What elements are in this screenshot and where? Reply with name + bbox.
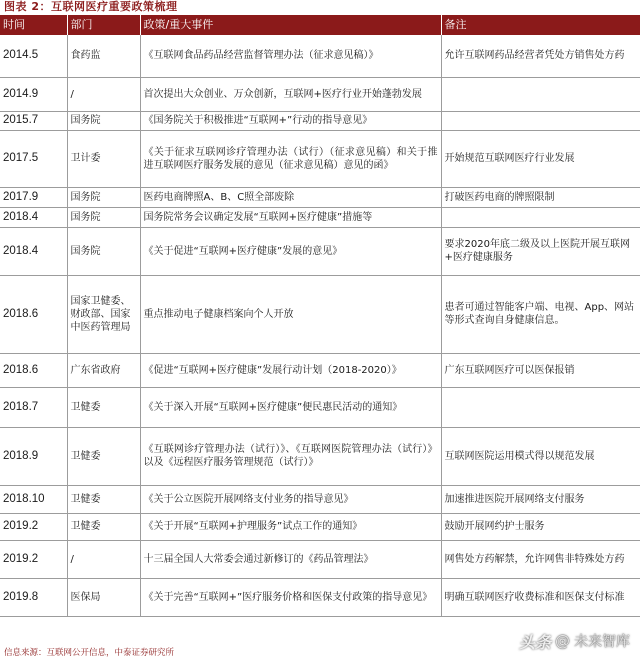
cell-time: 2014.5: [0, 35, 67, 77]
cell-time: 2018.10: [0, 485, 67, 513]
table-row: [0, 387, 640, 427]
cell-dept: 医保局: [67, 578, 140, 616]
cell-note: 打破医药电商的牌照限制: [441, 187, 640, 207]
cell-event: 《促进“互联网+医疗健康”发展行动计划（2018-2020）》: [140, 353, 441, 387]
cell-time: 2017.9: [0, 187, 67, 207]
cell-time: 2019.2: [0, 513, 67, 540]
cell-event: 《关于征求互联网诊疗管理办法（试行）（征求意见稿）和关于推进互联网医疗服务发展的意见（征求意见稿）意见的函》: [140, 130, 441, 187]
cell-dept: 卫健委: [67, 427, 140, 485]
cell-time: 2015.7: [0, 111, 67, 130]
cell-dept: /: [67, 77, 140, 111]
cell-event: 《关于公立医院开展网络支付业务的指导意见》: [140, 485, 441, 513]
table-caption: 图表 2：互联网医疗重要政策梳理: [4, 0, 178, 13]
cell-dept: 国家卫健委、财政部、国家中医药管理局: [67, 275, 140, 353]
cell-event: 重点推动电子健康档案向个人开放: [140, 275, 441, 353]
cell-dept: 国务院: [67, 111, 140, 130]
cell-dept: 国务院: [67, 207, 140, 227]
table-row: [0, 227, 640, 275]
cell-time: 2019.2: [0, 540, 67, 578]
cell-note: 开始规范互联网医疗行业发展: [441, 130, 640, 187]
table-row: [0, 111, 640, 130]
watermark: [519, 628, 630, 654]
table-row: [0, 513, 640, 540]
cell-time: 2014.9: [0, 77, 67, 111]
cell-dept: 国务院: [67, 227, 140, 275]
cell-note: 互联网医院运用模式得以规范发展: [441, 427, 640, 485]
cell-dept: 食药监: [67, 35, 140, 77]
table-row: [0, 540, 640, 578]
cell-time: 2018.4: [0, 227, 67, 275]
cell-note: 明确互联网医疗收费标准和医保支付标准: [441, 578, 640, 616]
cell-note: [441, 77, 640, 111]
cell-note: 允许互联网药品经营者凭处方销售处方药: [441, 35, 640, 77]
cell-note: 网售处方药解禁，允许网售非特殊处方药: [441, 540, 640, 578]
cell-event: 《关于完善“互联网+”医疗服务价格和医保支付政策的指导意见》: [140, 578, 441, 616]
cell-event: 十三届全国人大常委会通过新修订的《药品管理法》: [140, 540, 441, 578]
table-row: [0, 207, 640, 227]
cell-time: 2017.5: [0, 130, 67, 187]
table-row: [0, 485, 640, 513]
cell-note: 鼓励开展网约护士服务: [441, 513, 640, 540]
table-row: [0, 35, 640, 77]
cell-event: 首次提出大众创业、万众创新，互联网+医疗行业开始蓬勃发展: [140, 77, 441, 111]
cell-dept: /: [67, 540, 140, 578]
cell-time: 2018.6: [0, 275, 67, 353]
cell-dept: 卫健委: [67, 387, 140, 427]
cell-time: 2018.4: [0, 207, 67, 227]
cell-time: 2019.8: [0, 578, 67, 616]
cell-dept: 国务院: [67, 187, 140, 207]
at-icon: @: [555, 632, 570, 650]
cell-time: 2018.9: [0, 427, 67, 485]
source-note: 信息来源：互联网公开信息，中泰证券研究所: [4, 648, 175, 658]
table-header-row: [0, 15, 640, 35]
cell-event: 《互联网诊疗管理办法（试行）》、《互联网医院管理办法（试行）》以及《远程医疗服务管理规范（试行）》: [140, 427, 441, 485]
cell-dept: 卫健委: [67, 513, 140, 540]
table-row: [0, 275, 640, 353]
header-dept: 部门: [67, 15, 140, 35]
cell-event: 国务院常务会议确定发展“互联网+医疗健康”措施等: [140, 207, 441, 227]
header-event: 政策/重大事件: [140, 15, 441, 35]
header-note: 备注: [441, 15, 640, 35]
table-row: [0, 77, 640, 111]
cell-event: 《关于深入开展“互联网+医疗健康”便民惠民活动的通知》: [140, 387, 441, 427]
table-row: [0, 353, 640, 387]
cell-event: 《互联网食品药品经营监督管理办法（征求意见稿）》: [140, 35, 441, 77]
header-time: 时间: [0, 15, 67, 35]
policy-table: [0, 15, 640, 617]
cell-dept: 广东省政府: [67, 353, 140, 387]
cell-note: [441, 111, 640, 130]
table-row: [0, 427, 640, 485]
cell-event: 《国务院关于积极推进“互联网+”行动的指导意见》: [140, 111, 441, 130]
cell-note: 患者可通过智能客户端、电视、App、网站等形式查询自身健康信息。: [441, 275, 640, 353]
cell-event: 医药电商牌照A、B、C照全部废除: [140, 187, 441, 207]
cell-note: 要求2020年底二级及以上医院开展互联网+医疗健康服务: [441, 227, 640, 275]
cell-note: 广东互联网医疗可以医保报销: [441, 353, 640, 387]
cell-dept: 卫计委: [67, 130, 140, 187]
watermark-brand: 头条: [518, 632, 551, 652]
cell-time: 2018.7: [0, 387, 67, 427]
cell-time: 2018.6: [0, 353, 67, 387]
table-row: [0, 130, 640, 187]
cell-dept: 卫健委: [67, 485, 140, 513]
table-row: [0, 578, 640, 616]
cell-event: 《关于促进“互联网+医疗健康”发展的意见》: [140, 227, 441, 275]
cell-event: 《关于开展“互联网+护理服务”试点工作的通知》: [140, 513, 441, 540]
cell-note: [441, 207, 640, 227]
cell-note: 加速推进医院开展网络支付服务: [441, 485, 640, 513]
watermark-name: 未来智库: [574, 634, 630, 650]
cell-note: [441, 387, 640, 427]
table-row: [0, 187, 640, 207]
